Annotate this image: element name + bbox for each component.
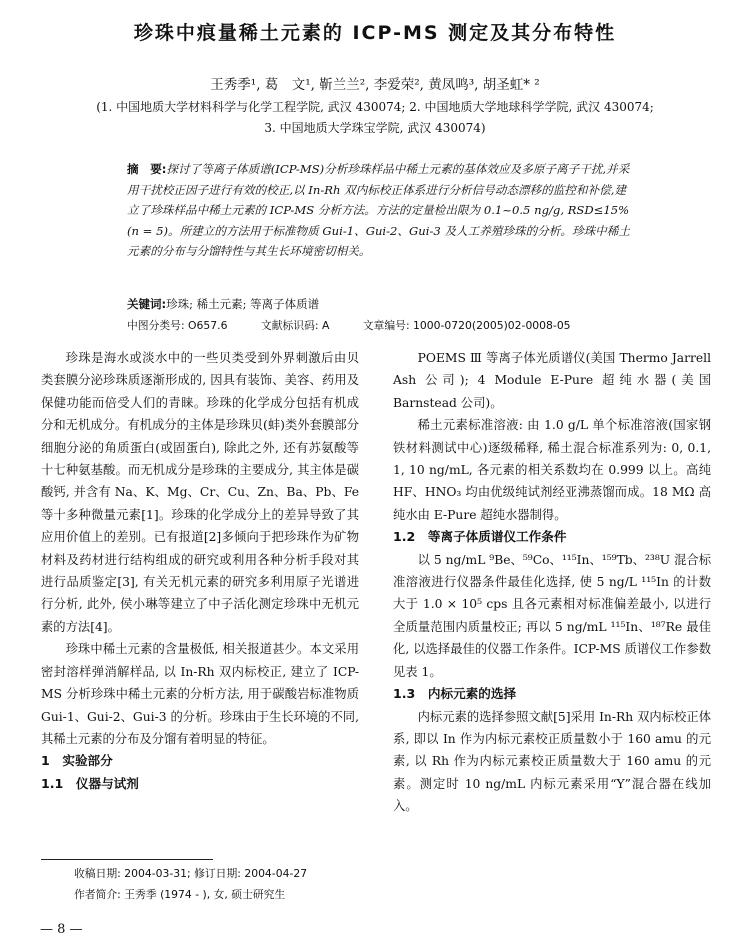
keywords-text: 珍珠; 稀土元素; 等离子体质谱 bbox=[166, 297, 320, 311]
body-paragraph: POEMS Ⅲ 等离子体光质谱仪(美国 Thermo Jarrell Ash 公司); 4 Module E-Pure 超纯水器(美国 Barnstead 公司)。 bbox=[393, 351, 711, 410]
keywords-label: 关键词: bbox=[127, 297, 167, 311]
abstract bbox=[127, 159, 632, 262]
body-paragraph: 稀土元素标准溶液: 由 1.0 g/L 单个标准溶液(国家钢铁材料测试中心)逐级稀释, 稀土混合标准系列为: 0, 0.1, 1, 10 ng/mL, 各元素的相关系数均在 0.999 以上。高纯 HF、HNO₃ 均由优级纯试剂经亚沸蒸馏而成。18 MΩ 高纯水由 E-Pure 超纯水器制得。 bbox=[393, 418, 711, 522]
clc-number: 中图分类号: O657.6 bbox=[127, 319, 228, 332]
body-paragraph: 以 5 ng/mL ⁹Be、⁵⁹Co、¹¹⁵In、¹⁵⁹Tb、²³⁸U 混合标准溶液进行仪器条件最佳化选择, 使 5 ng/L ¹¹⁵In 的计数大于 1.0 × 10⁵ cps 且各元素相对标准偏差最小, 以进行全质量范围内质量校正; 再以 5 ng/mL ¹¹⁵In、¹⁸⁷Re 最佳化, 以选择最佳的仪器工作条件。ICP-MS 质谱仪工作参数见表 1。 bbox=[393, 552, 711, 679]
paper-title: 珍珠中痕量稀土元素的 ICP-MS 测定及其分布特性 bbox=[133, 22, 617, 44]
section-heading: 1 实验部分 bbox=[41, 753, 113, 769]
keywords bbox=[127, 296, 632, 312]
subsection-heading: 1.1 仪器与试剂 bbox=[41, 775, 139, 791]
classification-line bbox=[127, 318, 687, 333]
subsection-heading: 1.3 内标元素的选择 bbox=[393, 686, 517, 702]
affiliation-line: 3. 中国地质大学珠宝学院, 武汉 430074) bbox=[264, 121, 486, 135]
body-paragraph: 珍珠是海水或淡水中的一些贝类受到外界刺激后由贝类套膜分泌珍珠质逐渐形成的, 因具有装饰、美容、药用及保健功能而倍受人们的青睐。珍珠的化学成分包括有机成分和无机成分。有机成分的主体是珍珠贝(蚌)类外套膜部分细胞分泌的角质蛋白(或固蛋白), 除此之外, 还有苏氨酸等十七种氨基酸。而无机成分是珍珠的主要成分, 其主体是碳酸钙, 并含有 Na、K、Mg、Cr、Cu、Zn、Ba、Pb、Fe 等十多种微量元素[1]。珍珠的化学成分上的差异导致了其应用价值上的差别。已有报道[2]多倾向于把珍珠作为矿物材料及药材进行结构组成的研究或利用各种分析手段对其进行品质鉴定[3], 有关无机元素的研究多利用原子光谱进行分析, 此外, 侯小琳等建立了中子活化测定珍珠中无机元素的方法[4]。 bbox=[41, 351, 359, 634]
document-code: 文献标识码: A bbox=[260, 319, 330, 332]
received-dates: 收稿日期: 2004-03-31; 修订日期: 2004-04-27 bbox=[74, 867, 308, 880]
affiliations bbox=[0, 97, 750, 139]
author-bio: 作者简介: 王秀季 (1974 - ), 女, 硕士研究生 bbox=[74, 888, 286, 901]
body-paragraph: 内标元素的选择参照文献[5]采用 In-Rh 双内标校正体系, 即以 In 作为内标元素校正质量数小于 160 amu 的元素, 以 Rh 作为内标元素校正质量数大于 160 amu 的元素。测定时 10 ng/mL 内标元素采用“Y”混合器在线加入。 bbox=[393, 709, 711, 814]
footnote-rule bbox=[41, 859, 213, 860]
body-paragraph: 珍珠中稀土元素的含量极低, 相关报道甚少。本文采用密封溶样弹消解样品, 以 In-Rh 双内标校正, 建立了 ICP-MS 分析珍珠中稀土元素的分析方法, 用于碳酸岩标准物质 Gui-1、Gui-2、Gui-3 的分析。珍珠由于生长环境的不同, 其稀土元素的分布及分馏有着明显的特征。 bbox=[41, 642, 359, 746]
right-column bbox=[393, 347, 711, 818]
abstract-text: 探讨了等离子体质谱(ICP-MS)分析珍珠样品中稀土元素的基体效应及多原子离子干扰,并采用干扰校正因子进行有效的校正,以 In-Rh 双内标校正体系进行分析信号动态漂移的监控和补偿,建立了珍珠样品中稀土元素的 ICP-MS 分析方法。方法的定量检出限为 0.1~0.5 ng/g, RSD≤15% (n = 5)。所建立的方法用于标准物质 Gui-1、Gui-2、Gui-3 及人工养殖珍珠的分析。珍珠中稀土元素的分布与分馏特性与其生长环境密切相关。 bbox=[127, 162, 630, 258]
article-number: 文章编号: 1000-0720(2005)02-0008-05 bbox=[362, 319, 571, 332]
page-number: — 8 — bbox=[40, 922, 83, 937]
author-list: 王秀季¹, 葛 文¹, 靳兰兰², 李爱荣², 黄凤鸣³, 胡圣虹* ² bbox=[210, 77, 540, 93]
left-column bbox=[41, 347, 359, 795]
subsection-heading: 1.2 等离子体质谱仪工作条件 bbox=[393, 529, 567, 545]
abstract-label: 摘 要: bbox=[127, 162, 167, 176]
affiliation-line: (1. 中国地质大学材料科学与化学工程学院, 武汉 430074; 2. 中国地质大学地球科学学院, 武汉 430074; bbox=[96, 100, 654, 114]
